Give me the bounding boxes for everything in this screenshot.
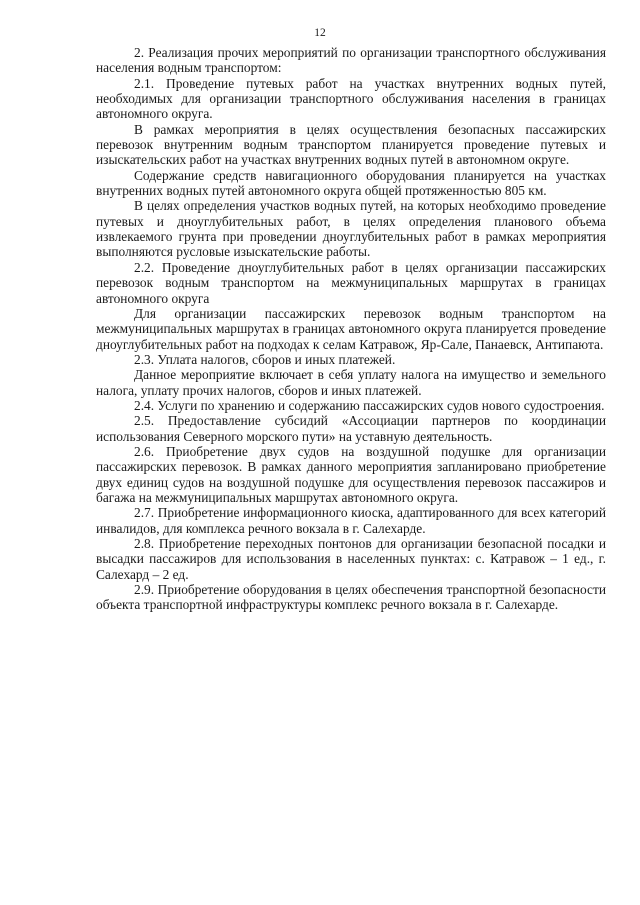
paragraph-item-2-7: 2.7. Приобретение информационного киоска, адаптированного для всех категорий инвалидов, для комплекса речного вокзала в г. Салехарде. bbox=[96, 505, 606, 536]
paragraph-item-2-6: 2.6. Приобретение двух судов на воздушной подушке для организации пассажирских перевозок. В рамках данного мероприятия запланировано приобретение двух единиц судов на воздушной подушке для осуществления перевозок пассажиров и багажа на межмуниципальных маршрутах автономного округа. bbox=[96, 443, 606, 505]
paragraph-item-2-9: 2.9. Приобретение оборудования в целях обеспечения транспортной безопасности объекта транспортной инфраструктуры комплекс речного вокзала в г. Салехарде. bbox=[96, 582, 606, 613]
paragraph-item-2-5: 2.5. Предоставление субсидий «Ассоциации партнеров по координации использования Северного морского пути» на уставную деятельность. bbox=[96, 413, 606, 444]
paragraph-item-2-3: 2.3. Уплата налогов, сборов и иных платежей. bbox=[134, 351, 396, 367]
paragraph-2-1-navigation-equipment: Содержание средств навигационного оборудования планируется на участках внутренних водных путей автономного округа общей протяженностью 805 км. bbox=[96, 167, 606, 199]
paragraph-section-2-heading: 2. Реализация прочих мероприятий по организации транспортного обслуживания населения водным транспортом: bbox=[96, 45, 606, 76]
paragraph-item-2-1: 2.1. Проведение путевых работ на участках внутренних водных путей, необходимых для организации транспортного обслуживания населения в границах автономного округа. bbox=[96, 75, 606, 122]
page-number: 12 bbox=[314, 27, 326, 39]
paragraph-2-1-channel-surveys: В целях определения участков водных путей, на которых необходимо проведение путевых и дноуглубительных работ, в целях определения планового объема извлекаемого грунта при проведении дноуглубительных работ в рамках мероприятия выполняются русловые изыскательские работы. bbox=[96, 198, 606, 260]
paragraph-item-2-8: 2.8. Приобретение переходных понтонов для организации безопасной посадки и высадки пассажиров для использования в населенных пунктах: с. Катравож – 1 ед., г. Салехард – 2 ед. bbox=[96, 536, 606, 582]
paragraph-item-2-2: 2.2. Проведение дноуглубительных работ в целях организации пассажирских перевозок водным транспортом на межмуниципальных маршрутах в границах автономного округа bbox=[96, 259, 606, 306]
paragraph-2-2-dredging-details: Для организации пассажирских перевозок водным транспортом на межмуниципальных маршрутах в границах автономного округа планируется проведение дноуглубительных работ на подходах к селам Катравож, Яр-Сале, Панаевск, Антипаюта. bbox=[96, 305, 606, 352]
paragraph-2-1-safety-works: В рамках мероприятия в целях осуществления безопасных пассажирских перевозок внутренним водным транспортом планируется проведение путевых и изыскательских работ на участках внутренних водных путей в автономном округе. bbox=[96, 121, 606, 168]
paragraph-item-2-4: 2.4. Услуги по хранению и содержанию пассажирских судов нового судостроения. bbox=[134, 397, 605, 413]
document-body bbox=[96, 45, 606, 613]
paragraph-2-3-taxes-details: Данное мероприятие включает в себя уплату налога на имущество и земельного налога, уплату прочих налогов, сборов и иных платежей. bbox=[96, 367, 606, 398]
